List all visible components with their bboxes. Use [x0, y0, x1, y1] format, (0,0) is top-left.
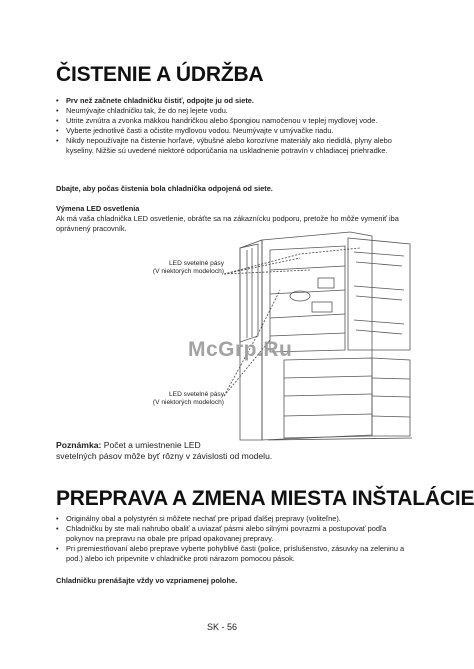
list-item: • Nikdy nepoužívajte na čistenie horľavé, výbušné alebo korozívne materiály ako riedidlá, plyny alebo kyseliny. Nižšie sú uvedené niektoré odporúčania na uskladnenie potravín v chladiacej priehradke.: [56, 136, 414, 156]
model-note: Poznámka: Počet a umiestnenie LED svetelných pásov môže byť rôzny v závislosti od modelu.: [56, 440, 273, 461]
list-item: • Pri premiestňovaní alebo preprave vyberte pohyblivé časti (police, príslušenstvo, zásuvky na zeleninu a pod.) alebo ich pripevnite v chladničke proti nárazom pomocou pások.: [56, 544, 414, 564]
watermark: McGrp.Ru: [188, 338, 293, 361]
unplug-warning: Dbajte, aby počas čistenia bola chladnička odpojená od siete.: [56, 184, 273, 193]
led-heading: Výmena LED osvetlenia: [56, 204, 140, 213]
right-door: [348, 238, 410, 350]
list-item: • Originálny obal a polystyrén si môžete nechať pre prípad ďalšej prepravy (voliteľne).: [56, 514, 414, 524]
list-item: • Neumývajte chladničku tak, že do nej lejete vodu.: [56, 106, 414, 116]
list-item: • Vyberte jednotlivé časti a očistite mydlovou vodou. Neumývajte v umývačke riadu.: [56, 126, 414, 136]
freezer-drawers: [284, 358, 372, 438]
section-title-cleaning: ČISTENIE A ÚDRŽBA: [56, 63, 264, 86]
section-title-transport: PREPRAVA A ZMENA MIESTA INŠTALÁCIE: [56, 487, 474, 510]
upright-instruction: Chladničku prenášajte vždy vo vzpriamenej polohe.: [56, 576, 238, 585]
left-door: [240, 244, 258, 342]
led-callout-top: [224, 248, 360, 274]
list-item: • Utrite zvnútra a zvonka mäkkou handričkou alebo špongiou namočenou v teplej mydlovej vode.: [56, 116, 414, 126]
list-item: • Chladničku by ste mali nahrubo obaliť a uviazať pásmi alebo silnými povrazmi a postupovať podľa pokynov na prepravu na obale pre prípad opakovanej prepravy.: [56, 524, 414, 544]
led-text: Ak má vaša chladnička LED osvetlenie, obráťte sa na zákaznícku podporu, pretože ho môže vymeniť iba oprávnený pracovník.: [56, 214, 399, 233]
transport-bullet-list: [56, 514, 414, 564]
led-label-bottom: LED svetelné pásy (V niektorých modeloch): [152, 391, 224, 407]
list-item: • Prv než začnete chladničku čistiť, odpojte ju od siete.: [56, 96, 414, 106]
page-number: SK - 56: [207, 622, 238, 632]
led-label-top: LED svetelné pásy (V niektorých modeloch): [152, 260, 224, 276]
